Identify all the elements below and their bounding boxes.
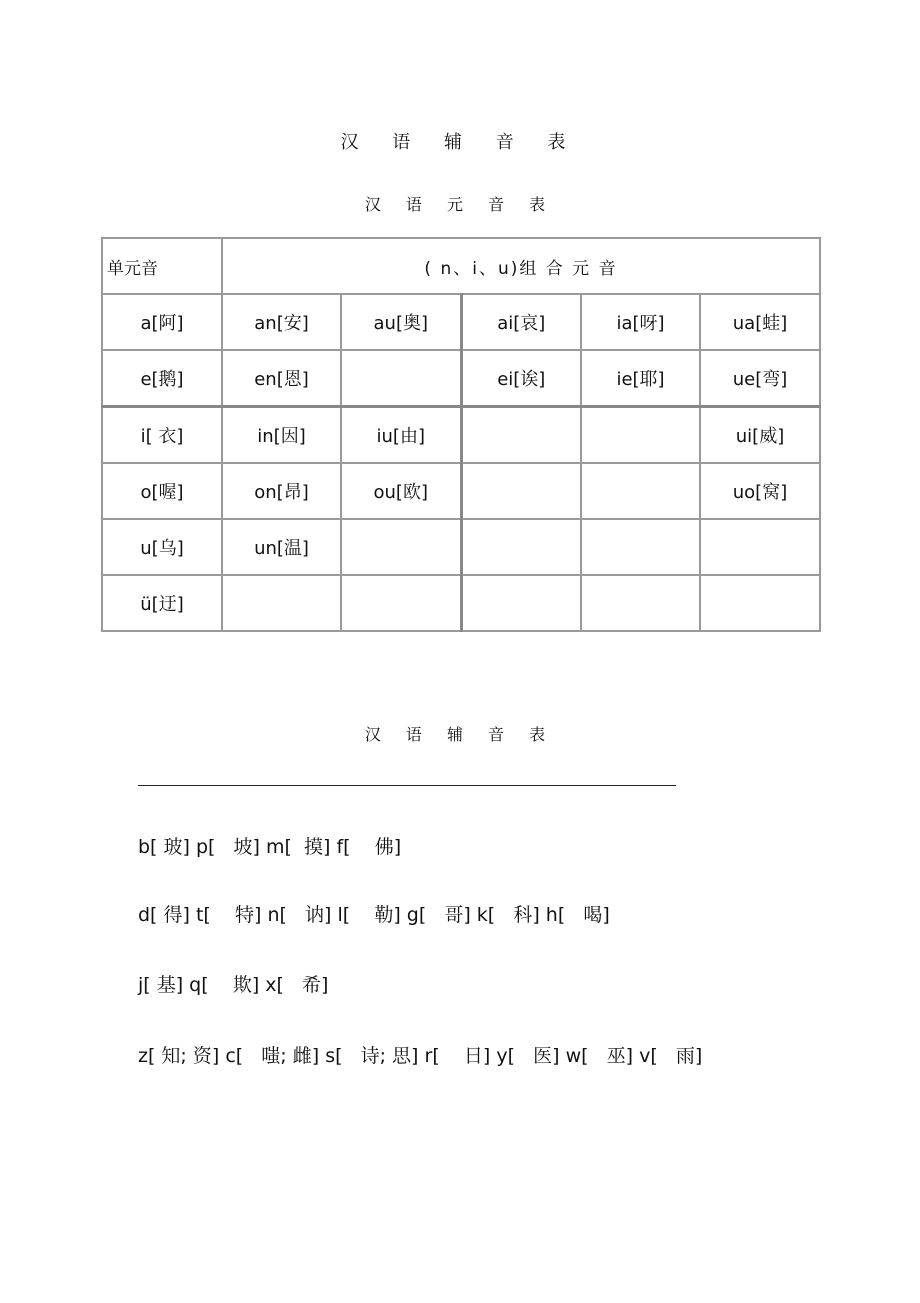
- table-cell: un[温]: [222, 519, 341, 575]
- table-row: [102, 407, 820, 464]
- table-cell: ie[耶]: [581, 350, 700, 407]
- table-cell: [341, 519, 461, 575]
- divider: [138, 785, 676, 786]
- table-row: [102, 575, 820, 631]
- table-cell: [461, 575, 581, 631]
- consonant-line: b[ 玻] p[ 坡] m[ 摸] f[ 佛]: [138, 836, 402, 858]
- table-cell: [461, 407, 581, 464]
- table-cell: o[喔]: [102, 463, 222, 519]
- consonant-line: z[ 知; 资] c[ 嗤; 雌] s[ 诗; 思] r[ 日] y[ 医] w[ 巫] v[ 雨]: [138, 1045, 703, 1067]
- table-cell: [222, 575, 341, 631]
- vowel-table: [101, 237, 821, 632]
- table-row: [102, 294, 820, 350]
- header-compound-vowels: ( n、i、u)组 合 元 音: [222, 238, 820, 294]
- table-cell: i[ 衣]: [102, 407, 222, 464]
- table-cell: a[阿]: [102, 294, 222, 350]
- table-row: [102, 519, 820, 575]
- table-cell: ou[欧]: [341, 463, 461, 519]
- table-cell: [581, 463, 700, 519]
- table-cell: en[恩]: [222, 350, 341, 407]
- table-cell: ue[弯]: [700, 350, 820, 407]
- table-cell: ui[威]: [700, 407, 820, 464]
- table-row: [102, 350, 820, 407]
- table-cell: u[乌]: [102, 519, 222, 575]
- consonant-table-title: 汉 语 辅 音 表: [364, 725, 556, 744]
- table-cell: ia[呀]: [581, 294, 700, 350]
- table-cell: ei[诶]: [461, 350, 581, 407]
- vowel-table-title: 汉 语 元 音 表: [364, 195, 556, 214]
- table-cell: ai[哀]: [461, 294, 581, 350]
- table-cell: [461, 463, 581, 519]
- table-cell: [581, 519, 700, 575]
- table-cell: ua[蛙]: [700, 294, 820, 350]
- table-cell: in[因]: [222, 407, 341, 464]
- table-cell: ü[迂]: [102, 575, 222, 631]
- table-cell: e[鹅]: [102, 350, 222, 407]
- table-cell: an[安]: [222, 294, 341, 350]
- table-row: [102, 463, 820, 519]
- table-cell: [700, 575, 820, 631]
- table-cell: [581, 407, 700, 464]
- header-single-vowels: 单元音: [102, 238, 222, 294]
- table-cell: iu[由]: [341, 407, 461, 464]
- table-cell: au[奥]: [341, 294, 461, 350]
- table-cell: on[昂]: [222, 463, 341, 519]
- table-cell: [341, 350, 461, 407]
- table-cell: [461, 519, 581, 575]
- consonant-line: j[ 基] q[ 欺] x[ 希]: [138, 974, 329, 996]
- table-cell: uo[窝]: [700, 463, 820, 519]
- consonant-line: d[ 得] t[ 特] n[ 讷] l[ 勒] g[ 哥] k[ 科] h[ 喝]: [138, 904, 610, 926]
- table-cell: [341, 575, 461, 631]
- table-cell: [700, 519, 820, 575]
- table-header-row: [102, 238, 820, 294]
- page-title: 汉 语 辅 音 表: [340, 132, 580, 153]
- table-cell: [581, 575, 700, 631]
